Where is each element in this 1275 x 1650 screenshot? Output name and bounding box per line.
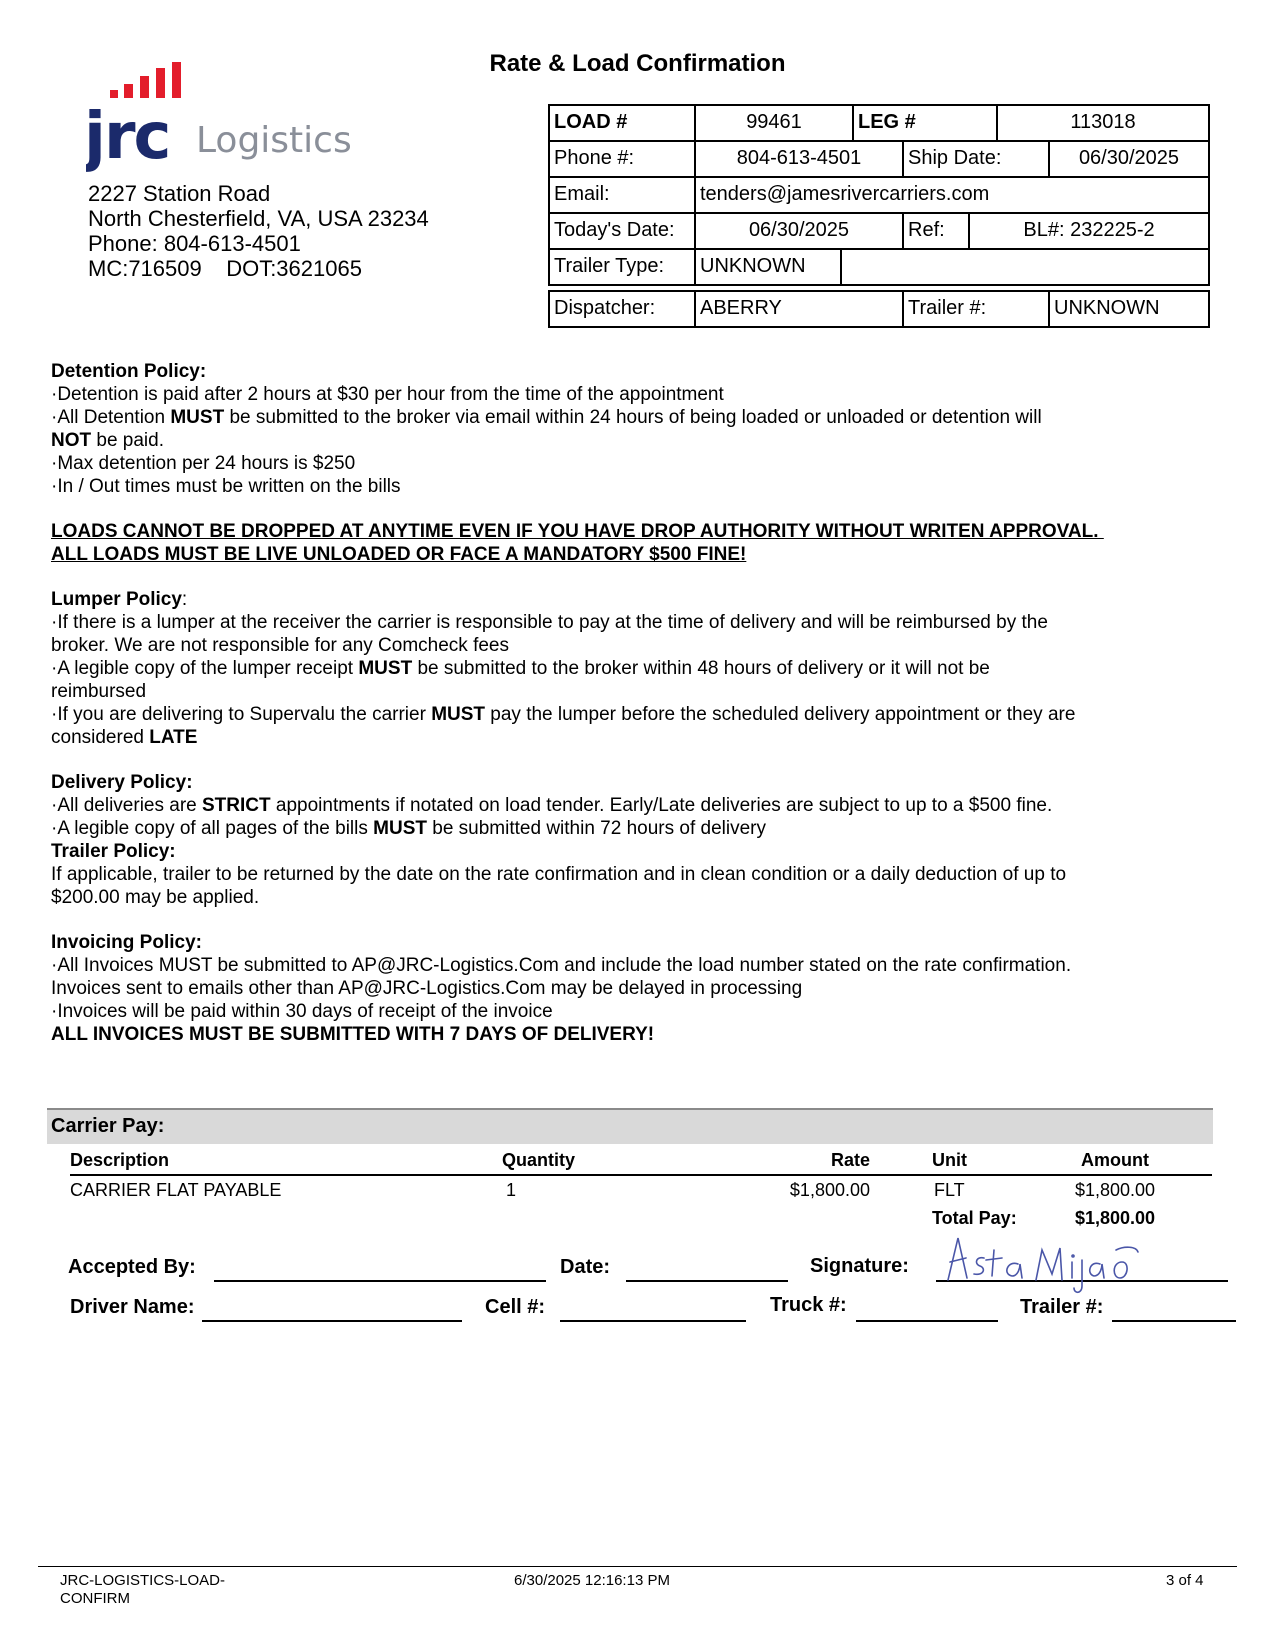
total-pay-label: Total Pay: [932,1208,1017,1228]
svg-text:Logistics: Logistics [196,120,352,161]
email-label: Email: [548,176,696,214]
driver-name-label: Driver Name: [70,1296,195,1318]
company-address [88,181,429,281]
address-line: Phone: 804-613-4501 [88,231,301,256]
date-field[interactable] [626,1280,788,1282]
cell-field[interactable] [560,1320,746,1322]
policy-bullet-cont: considered LATE [51,727,198,748]
trailer-number-label: Trailer #: [902,290,1050,328]
policy-bullet: ·All deliveries are STRICT appointments if notated on load tender. Early/Late deliveries are subject to up to a $500 fine. [51,795,1053,816]
driver-name-field[interactable] [202,1320,462,1322]
col-unit: Unit [932,1150,967,1170]
page-title: Rate & Load Confirmation [489,50,786,77]
delivery-policy-title: Delivery Policy: [51,772,193,793]
policy-bullet: ·If there is a lumper at the receiver the carrier is responsible to pay at the time of delivery and will be reimbursed by the [51,612,1048,633]
trailer-number-value: UNKNOWN [1048,290,1210,328]
invoicing-policy-title: Invoicing Policy: [51,932,202,953]
footer-timestamp: 6/30/2025 12:16:13 PM [514,1572,670,1589]
policy-bullet: ·A legible copy of the lumper receipt MUST be submitted to the broker within 48 hours of delivery or it will not be [51,658,990,679]
phone-value: 804-613-4501 [694,140,904,178]
address-line: 2227 Station Road [88,181,271,206]
policy-line: $200.00 may be applied. [51,887,260,908]
todays-date-value: 06/30/2025 [694,212,904,250]
trailer-policy-title: Trailer Policy: [51,841,176,862]
invoice-deadline-notice: ALL INVOICES MUST BE SUBMITTED WITH 7 DAYS OF DELIVERY! [51,1024,655,1045]
drop-warning-line2: ALL LOADS MUST BE LIVE UNLOADED OR FACE A MANDATORY $500 FINE! [51,544,747,565]
footer-divider [38,1566,1237,1567]
truck-label: Truck #: [770,1294,847,1316]
leg-value: 113018 [996,104,1210,142]
address-line: MC:716509 DOT:3621065 [88,256,362,281]
cell-rate: $1,800.00 [789,1180,870,1200]
address-line: North Chesterfield, VA, USA 23234 [88,206,429,231]
cell-unit: FLT [934,1180,965,1200]
col-description: Description [70,1150,170,1170]
leg-label: LEG # [852,104,998,142]
total-pay-value: $1,800.00 [1074,1208,1156,1228]
dispatcher-value: ABERRY [694,290,904,328]
footer-page-number: 3 of 4 [1166,1572,1204,1589]
trailer-field[interactable] [1112,1320,1236,1322]
load-value: 99461 [694,104,854,142]
carrier-pay-column-headers [70,1146,1212,1176]
phone-label: Phone #: [548,140,696,178]
drop-warning-line1: LOADS CANNOT BE DROPPED AT ANYTIME EVEN IF YOU HAVE DROP AUTHORITY WITHOUT WRITEN APPROVAL. [51,521,1104,542]
cell-amount: $1,800.00 [1074,1180,1156,1200]
empty-cell [840,248,1210,286]
lumper-policy-title: Lumper Policy [51,589,182,610]
ship-date-label: Ship Date: [902,140,1050,178]
cell-quantity: 1 [506,1180,517,1200]
svg-text:jrc: jrc [86,100,170,174]
col-quantity: Quantity [502,1150,576,1170]
accepted-by-field[interactable] [214,1280,546,1282]
carrier-pay-header: Carrier Pay: [47,1108,1213,1144]
col-rate: Rate [830,1150,870,1170]
truck-field[interactable] [856,1320,998,1322]
email-value: tenders@jamesrivercarriers.com [694,176,1210,214]
table-row [70,1176,1212,1204]
cell-description: CARRIER FLAT PAYABLE [70,1180,282,1200]
col-amount: Amount [1081,1150,1149,1170]
policy-bullet: ·Invoices will be paid within 30 days of receipt of the invoice [51,1001,553,1022]
load-label: LOAD # [548,104,696,142]
policy-bullet: ·Max detention per 24 hours is $250 [51,453,356,474]
date-label: Date: [560,1256,611,1278]
handwritten-signature [940,1228,1140,1298]
policy-line: If applicable, trailer to be returned by the date on the rate confirmation and in clean condition or a daily deduction of up to [51,864,1067,885]
policy-bullet: ·If you are delivering to Supervalu the carrier MUST pay the lumper before the scheduled delivery appointment or they are [51,704,1076,725]
company-logo [86,62,376,176]
ref-value: BL#: 232225-2 [968,212,1210,250]
detention-policy-title: Detention Policy: [51,361,207,382]
policy-bullet-cont: NOT be paid. [51,430,165,451]
policy-bullet: ·All Invoices MUST be submitted to AP@JRC-Logistics.Com and include the load number stated on the rate confirmation. [51,955,1072,976]
policy-bullet-cont: reimbursed [51,681,147,702]
trailer-type-value: UNKNOWN [694,248,842,286]
policy-bullet: ·A legible copy of all pages of the bills MUST be submitted within 72 hours of delivery [51,818,766,839]
footer-document-id: JRC-LOGISTICS-LOAD- CONFIRM [60,1572,226,1607]
accepted-by-label: Accepted By: [68,1256,196,1278]
dispatcher-label: Dispatcher: [548,290,696,328]
todays-date-label: Today's Date: [548,212,696,250]
ship-date-value: 06/30/2025 [1048,140,1210,178]
policy-bullet: ·All Detention MUST be submitted to the broker via email within 24 hours of being loaded or unloaded or detention will [51,407,1042,428]
ref-label: Ref: [902,212,970,250]
policy-bullet: ·Detention is paid after 2 hours at $30 per hour from the time of the appointment [51,384,724,405]
policy-bullet: ·In / Out times must be written on the bills [51,476,401,497]
policy-bullet-cont: broker. We are not responsible for any Comcheck fees [51,635,509,656]
trailer-label: Trailer #: [1020,1296,1104,1318]
policy-bullet-cont: Invoices sent to emails other than AP@JRC-Logistics.Com may be delayed in processing [51,978,803,999]
cell-label: Cell #: [485,1296,546,1318]
trailer-type-label: Trailer Type: [548,248,696,286]
signature-label: Signature: [810,1255,909,1277]
policies-section: Detention Policy: ·Detention is paid after 2 hours at $30 per hour from the time of the appointment ·All Detention MUST be submitted to the broker via email within 24 hours of being loaded or unloaded or detention will NOT be paid. ·Max detention per 24 hours is $250 ·In / Out times must be written on the bills LOADS CANNOT BE DROPPED AT ANYTIME EVEN IF YOU HAVE DROP AUTHORITY WITHOUT WRITEN APPROVAL. ALL LOADS MUST BE LIVE UNLOADED OR FACE A MANDATORY $500 FINE! Lumper Policy: ·If there is a lumper at the receiver the carrier is responsible to pay at the time of delivery and will be reimbursed by the broker. We are not responsible for any Comcheck fees ·A legible copy of the lumper receipt MUST be submitted to the broker within 48 hours of delivery or it will not be reimbursed ·If you are delivering to Supervalu the carrier MUST pay the lumper before the scheduled delivery appointment or they are considered LATE Delivery Policy: ·All deliveries are STRICT appointments if notated on load tender. Early/Late deliveries are subject to up to a $500 fine. ·A legible copy of all pages of the bills MUST be submitted within 72 hours of delivery Trailer Policy: If applicable, trailer to be returned by the date on the rate confirmation and in clean condition or a daily deduction of up to $200.00 may be applied. Invoicing Policy: ·All Invoices MUST be submitted to AP@JRC-Logistics.Com and include the load number stated on the rate confirmation. Invoices sent to emails other than AP@JRC-Logistics.Com may be delayed in processing ·Invoices will be paid within 30 days of receipt of the invoice ALL INVOICES MUST BE SUBMITTED WITH 7 DAYS OF DELIVERY! [51,360,1231,1046]
